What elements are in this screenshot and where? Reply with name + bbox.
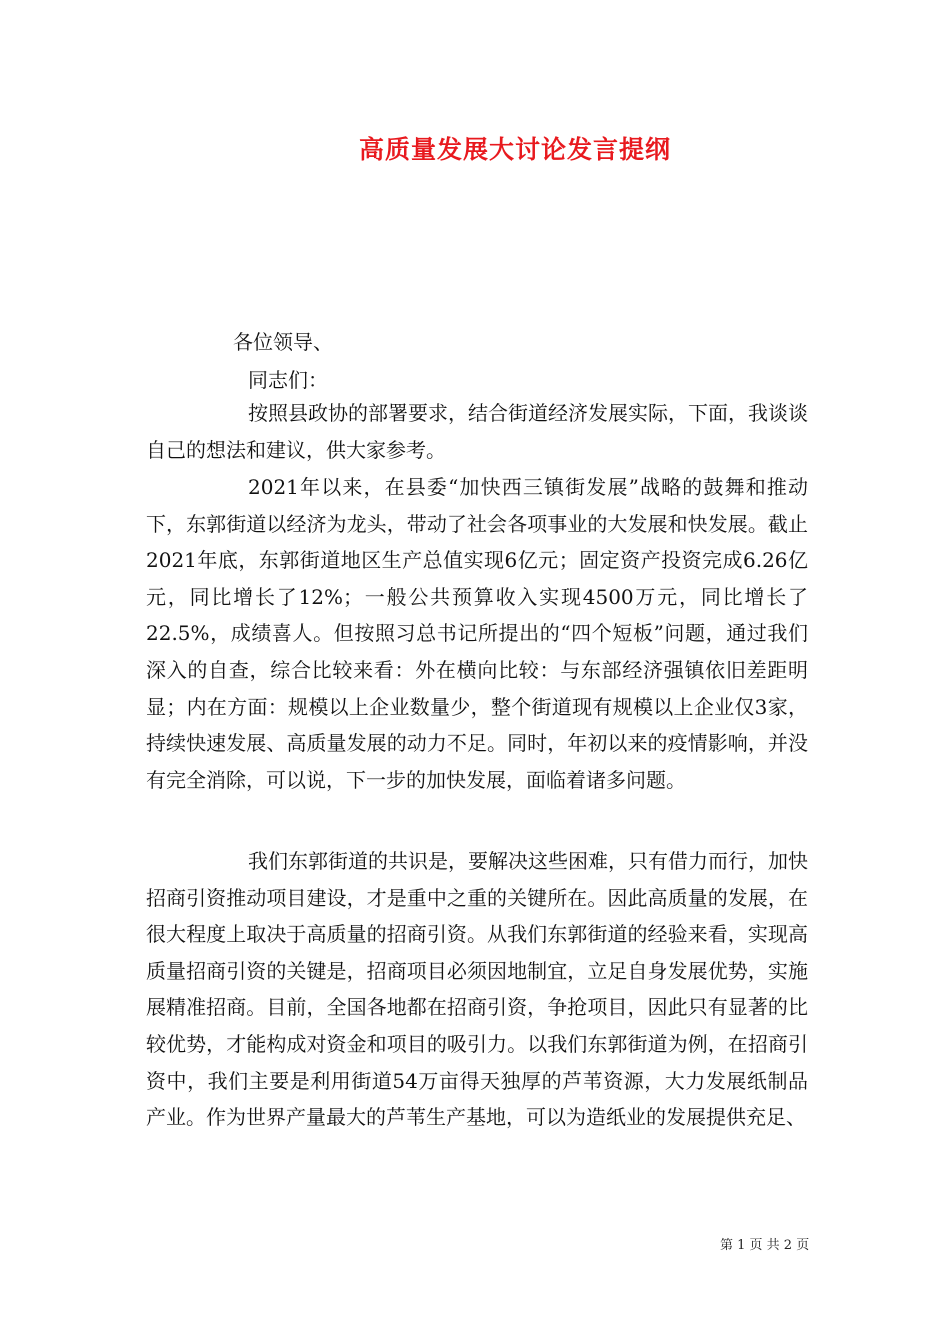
paragraph-status: 2021年以来，在县委“加快西三镇街发展”战略的鼓舞和推动下，东郭街道以经济为龙头，带动了社会各项事业的大发展和快发展。截止2021年底，东郭街道地区生产总值实现6亿元；固定资产投资完成6.26亿元，同比增长了12%；一般公共预算收入实现4500万元，同比增长了22.5%，成绩喜人。但按照习总书记所提出的“四个短板”问题，通过我们深入的自查，综合比较来看：外在横向比较：与东部经济强镇依旧差距明显；内在方面：规模以上企业数量少，整个街道现有规模以上企业仅3家，持续快速发展、高质量发展的动力不足。同时，年初以来的疫情影响，并没有完全消除，可以说，下一步的加快发展，面临着诸多问题。 (146, 475, 808, 792)
page-number-footer: 第 1 页 共 2 页 (720, 1238, 810, 1253)
document-title: 高质量发展大讨论发言提纲 (358, 135, 671, 164)
salutation-comrades: 同志们： (248, 368, 328, 392)
paragraph-intro: 按照县政协的部署要求，结合街道经济发展实际，下面，我谈谈自己的想法和建议，供大家参考。 (146, 401, 808, 462)
paragraph-investment: 我们东郭街道的共识是，要解决这些困难，只有借力而行，加快招商引资推动项目建设，才是重中之重的关键所在。因此高质量的发展，在很大程度上取决于高质量的招商引资。从我们东郭街道的经验来看，实现高质量招商引资的关键是，招商项目必须因地制宜，立足自身发展优势，实施展精准招商。目前，全国各地都在招商引资，争抢项目，因此只有显著的比较优势，才能构成对资金和项目的吸引力。以我们东郭街道为例，在招商引资中，我们主要是利用街道54万亩得天独厚的芦苇资源，大力发展纸制品产业。作为世界产量最大的芦苇生产基地，可以为造纸业的发展提供充足、 (146, 849, 808, 1130)
salutation-leaders: 各位领导、 (233, 330, 333, 354)
